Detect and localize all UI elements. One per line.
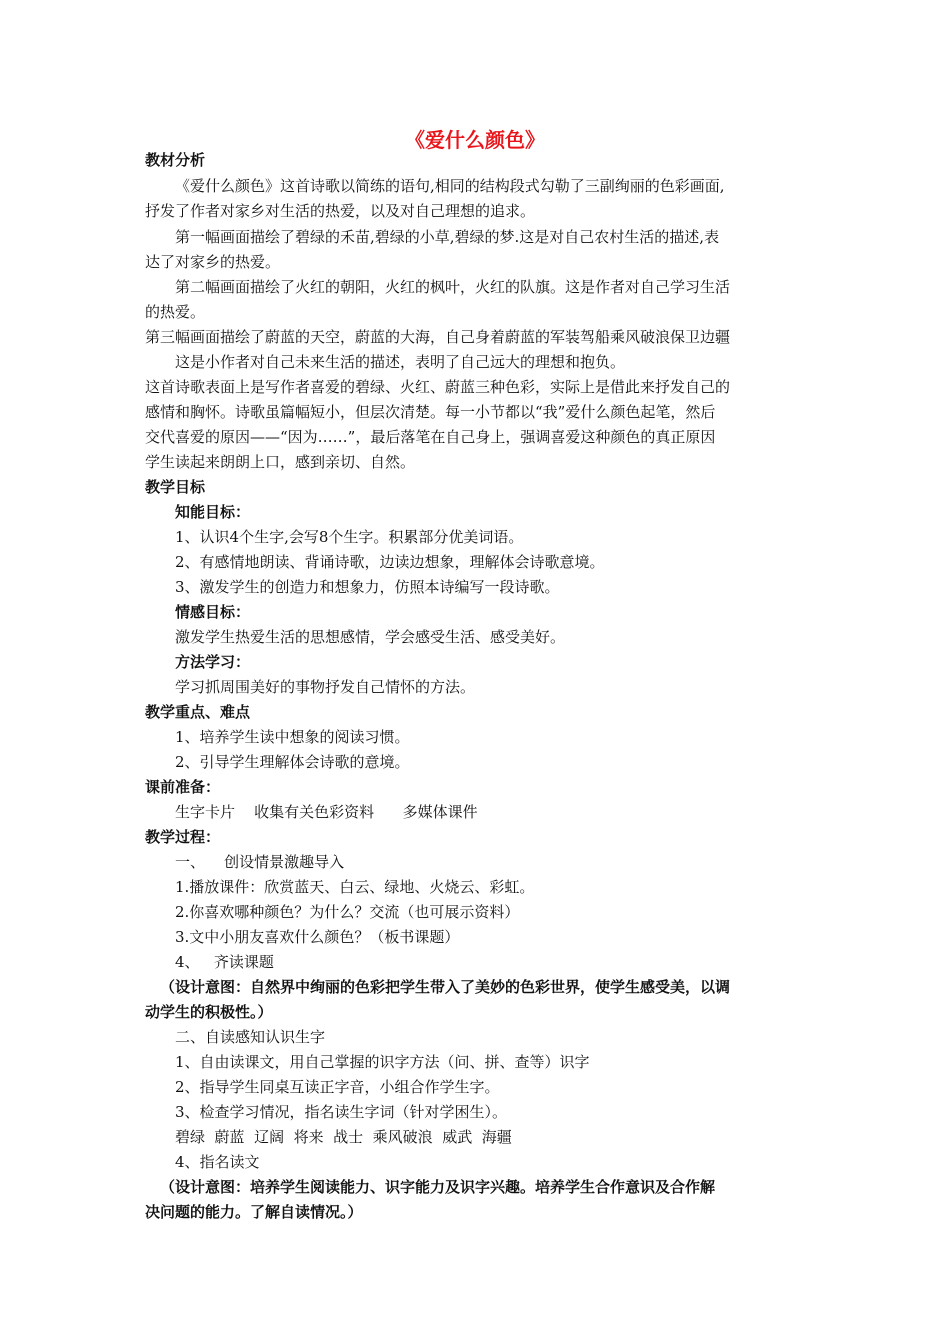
list-item: 3、检查学习情况，指名读生字词（针对学困生）。 [175,1103,508,1121]
list-item: 1、培养学生读中想象的阅读习惯。 [175,728,410,746]
list-item: 1、认识4个生字,会写8个生字。积累部分优美词语。 [175,528,524,546]
paragraph-line: 激发学生热爱生活的思想感情，学会感受生活、感受美好。 [175,628,566,646]
subheading-knowledge-goals: 知能目标： [175,503,251,521]
section-heading-key-points: 教学重点、难点 [145,703,251,721]
paragraph-line: 这首诗歌表面上是写作者喜爱的碧绿、火红、蔚蓝三种色彩，实际上是借此来抒发自己的 [145,378,731,396]
paragraph-line: 第二幅画面描绘了火红的朝阳，火红的枫叶，火红的队旗。这是作者对自己学习生活 [175,278,731,296]
list-item: 4、指名读文 [175,1153,260,1171]
paragraph-line: 的热爱。 [145,303,206,321]
list-item: 1、自由读课文，用自己掌握的识字方法（问、拼、查等）识字 [175,1053,590,1071]
paragraph-line: 学习抓周围美好的事物抒发自己情怀的方法。 [175,678,476,696]
list-item: 3、激发学生的创造力和想象力，仿照本诗编写一段诗歌。 [175,578,560,596]
paragraph-line: 《爱什么颜色》这首诗歌以简练的语句,相同的结构段式勾勒了三副绚丽的色彩画面, [175,177,725,195]
design-intent-line: （设计意图：自然界中绚丽的色彩把学生带入了美妙的色彩世界，使学生感受美，以调 [160,978,731,996]
paragraph-line: 这是小作者对自己未来生活的描述，表明了自己远大的理想和抱负。 [175,353,626,371]
design-intent-line: 决问题的能力。了解自读情况。） [145,1203,363,1221]
paragraph-line: 生字卡片 收集有关色彩资料 多媒体课件 [175,803,478,821]
list-item: 2、引导学生理解体会诗歌的意境。 [175,753,410,771]
paragraph-line: 达了对家乡的热爱。 [145,253,281,271]
design-intent-line: 动学生的积极性。） [145,1003,273,1021]
paragraph-line: 感情和胸怀。诗歌虽篇幅短小，但层次清楚。每一小节都以“我”爱什么颜色起笔，然后 [145,403,716,421]
subheading-emotion-goals: 情感目标： [175,603,251,621]
list-item: 3.文中小朋友喜欢什么颜色？（板书课题） [175,928,460,946]
paragraph-line: 抒发了作者对家乡对生活的热爱，以及对自己理想的追求。 [145,202,536,220]
paragraph-line: 学生读起来朗朗上口，感到亲切、自然。 [145,453,416,471]
paragraph-line: 交代喜爱的原因——“因为……”，最后落笔在自己身上，强调喜爱这种颜色的真正原因 [145,428,716,446]
step-heading: 一、 创设情景激趣导入 [175,853,345,871]
section-heading-teaching-goals: 教学目标 [145,478,206,496]
list-item: 4、 齐读课题 [175,953,274,971]
document-title: 《爱什么颜色》 [405,128,545,152]
list-item: 1.播放课件：欣赏蓝天、白云、绿地、火烧云、彩虹。 [175,878,535,896]
list-item: 2.你喜欢哪种颜色？为什么？交流（也可展示资料） [175,903,520,921]
list-item: 2、指导学生同桌互读正字音，小组合作学生字。 [175,1078,500,1096]
paragraph-line: 第一幅画面描绘了碧绿的禾苗,碧绿的小草,碧绿的梦.这是对自己农村生活的描述,表 [175,228,720,246]
vocabulary-words: 碧绿 蔚蓝 辽阔 将来 战士 乘风破浪 威武 海疆 [175,1128,512,1146]
step-heading: 二、自读感知认识生字 [175,1028,326,1046]
subheading-method-learning: 方法学习： [175,653,251,671]
paragraph-line: 第三幅画面描绘了蔚蓝的天空，蔚蓝的大海，自己身着蔚蓝的军装驾船乘风破浪保卫边疆 [145,328,731,346]
design-intent-line: （设计意图：培养学生阅读能力、识字能力及识字兴趣。培养学生合作意识及合作解 [160,1178,716,1196]
list-item: 2、有感情地朗读、背诵诗歌，边读边想象，理解体会诗歌意境。 [175,553,605,571]
section-heading-material-analysis: 教材分析 [145,151,206,169]
section-heading-preparation: 课前准备： [145,778,221,796]
section-heading-teaching-process: 教学过程： [145,828,221,846]
